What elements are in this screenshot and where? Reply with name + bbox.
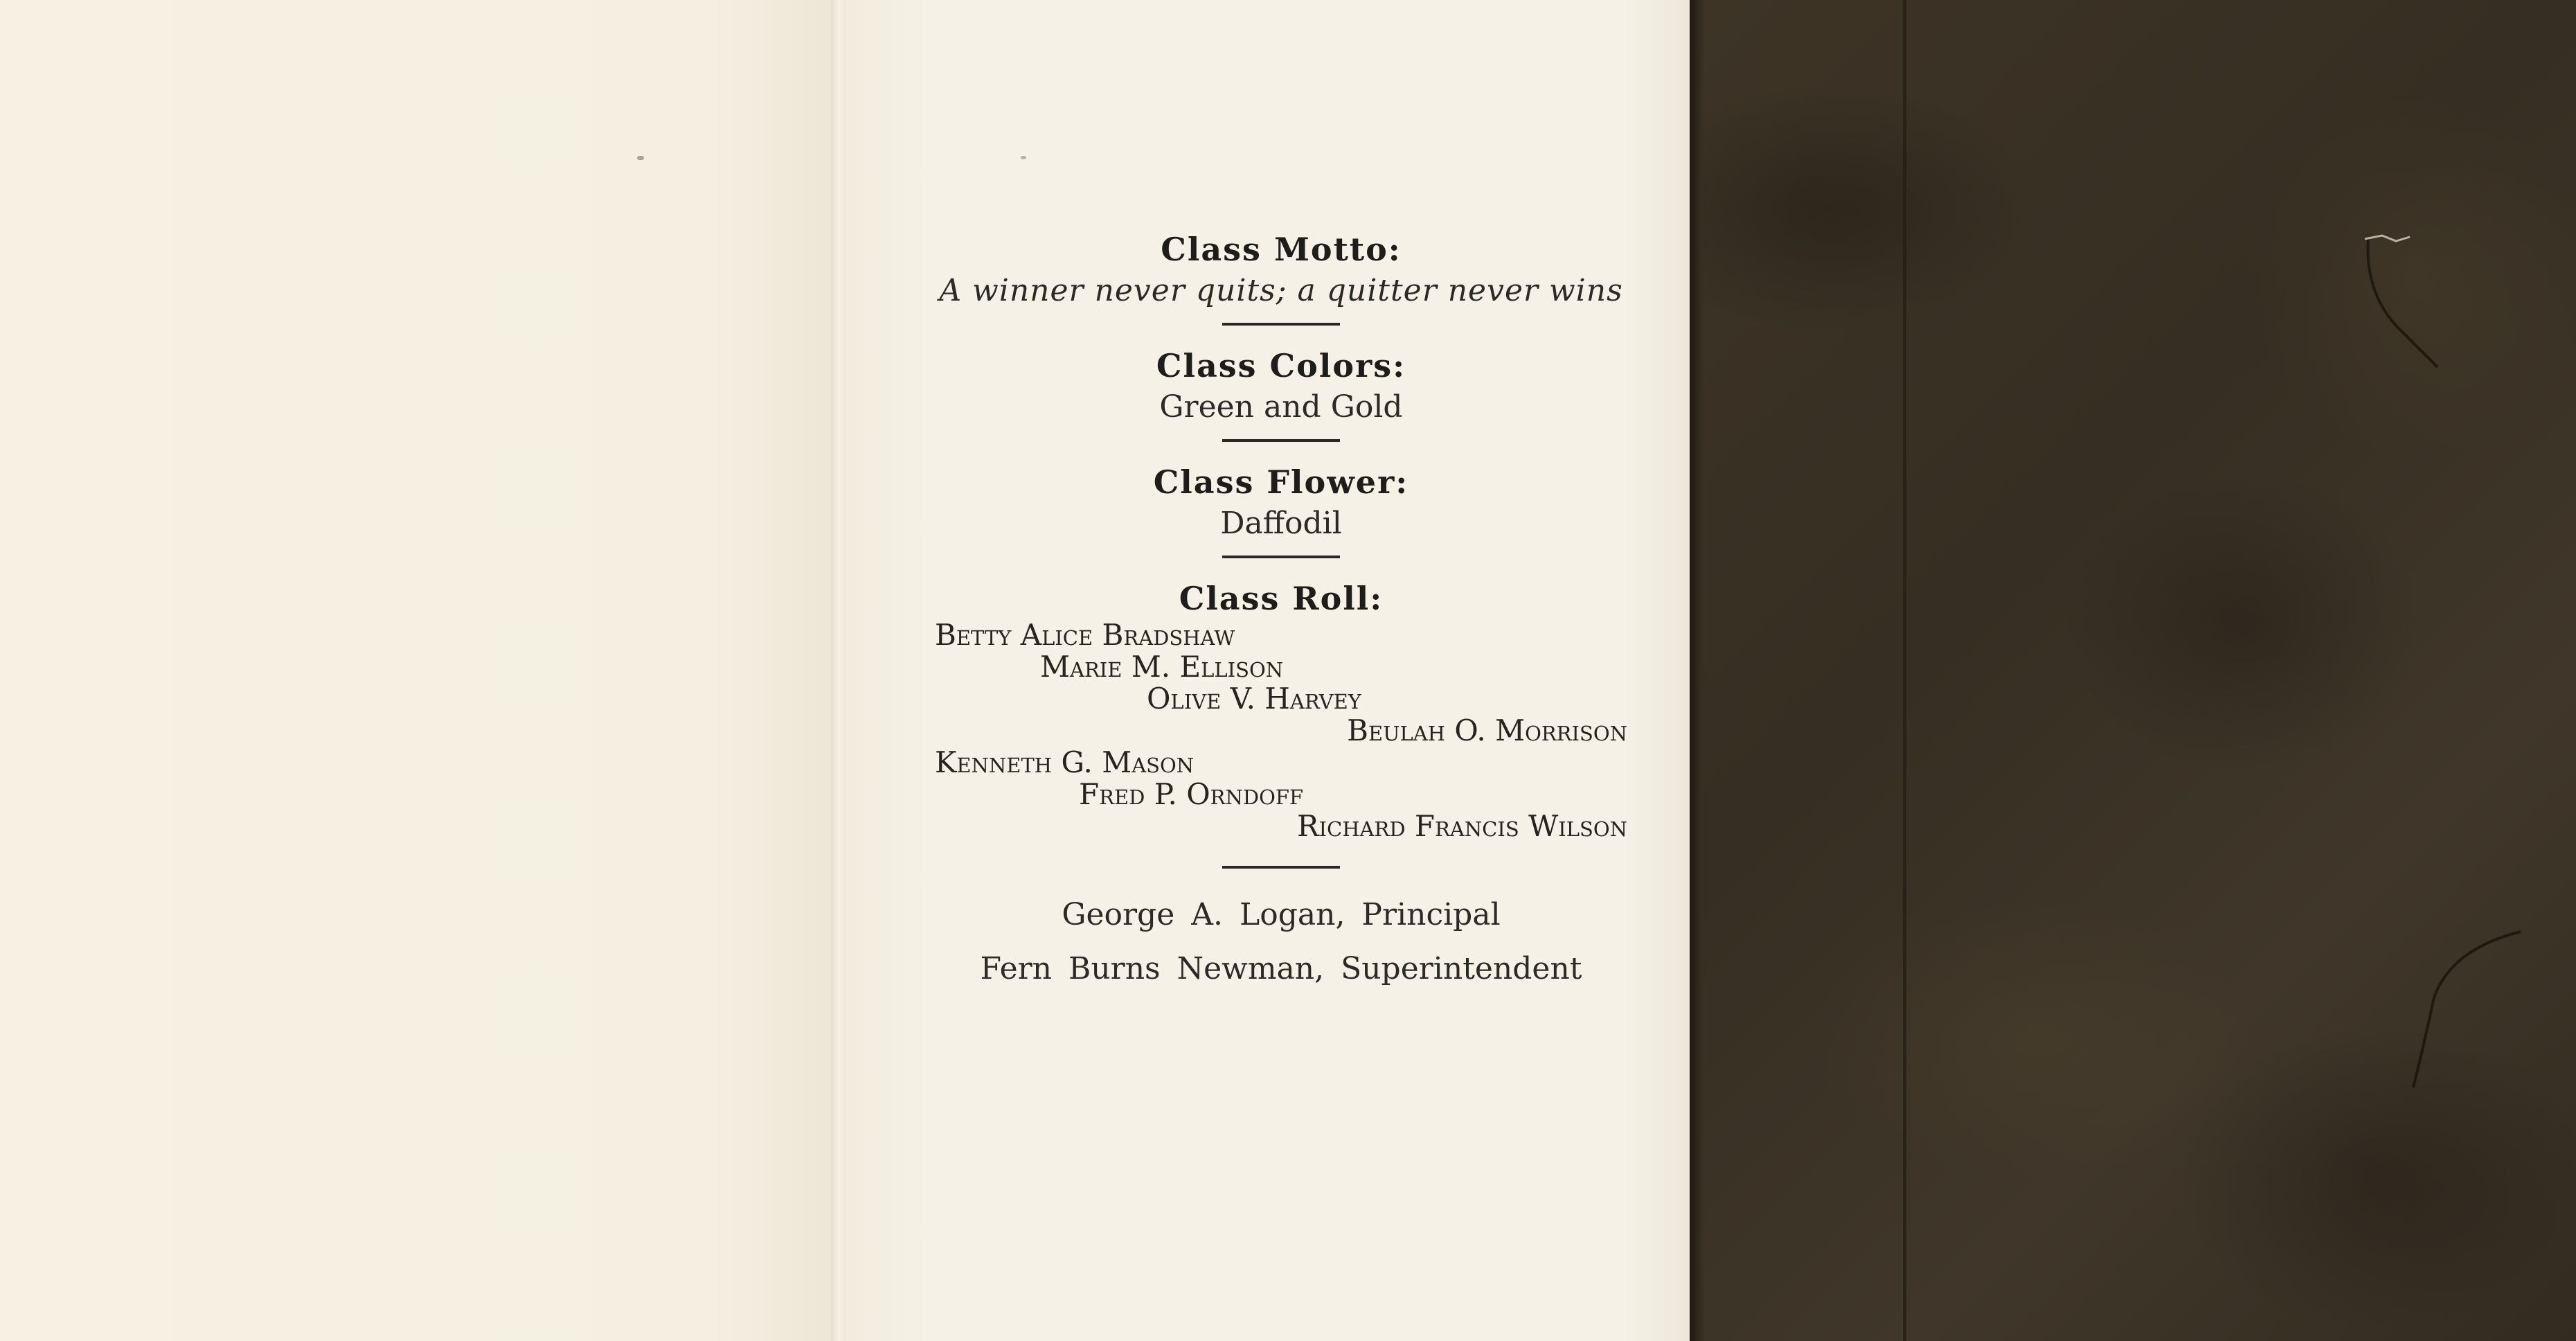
section-divider <box>1222 866 1340 869</box>
roll-name: Marie M. Ellison <box>1040 650 1284 684</box>
staff-signatures <box>928 888 1634 996</box>
roll-name: Olive V. Harvey <box>1147 682 1361 716</box>
principal-line: George A. Logan, Principal <box>1062 897 1501 932</box>
roll-name: Beulah O. Morrison <box>1347 713 1627 747</box>
motto-text: A winner never quits; a quitter never wins <box>939 273 1623 308</box>
roll-name: Betty Alice Bradshaw <box>935 618 1235 652</box>
motto-heading: Class Motto: <box>1161 231 1402 268</box>
roll-heading: Class Roll: <box>1179 580 1384 617</box>
colors-heading: Class Colors: <box>1156 347 1406 384</box>
left-blank-page <box>0 0 838 1341</box>
paper-speck <box>637 156 644 160</box>
section-divider <box>1222 439 1340 442</box>
roll-name: Fred P. Orndoff <box>1079 777 1304 811</box>
section-divider <box>1222 323 1340 326</box>
roll-name: Kenneth G. Mason <box>935 745 1195 779</box>
colors-text: Green and Gold <box>1159 389 1403 425</box>
flower-text: Daffodil <box>1220 506 1342 541</box>
class-roll <box>928 619 1634 855</box>
cover-texture <box>1690 0 2576 1341</box>
paper-speck <box>1021 156 1026 159</box>
back-cover <box>1690 0 2576 1341</box>
program-content <box>928 229 1634 996</box>
flower-heading: Class Flower: <box>1153 463 1409 501</box>
superintendent-line: Fern Burns Newman, Superintendent <box>980 951 1582 986</box>
roll-name: Richard Francis Wilson <box>1297 809 1627 843</box>
section-divider <box>1222 556 1340 558</box>
